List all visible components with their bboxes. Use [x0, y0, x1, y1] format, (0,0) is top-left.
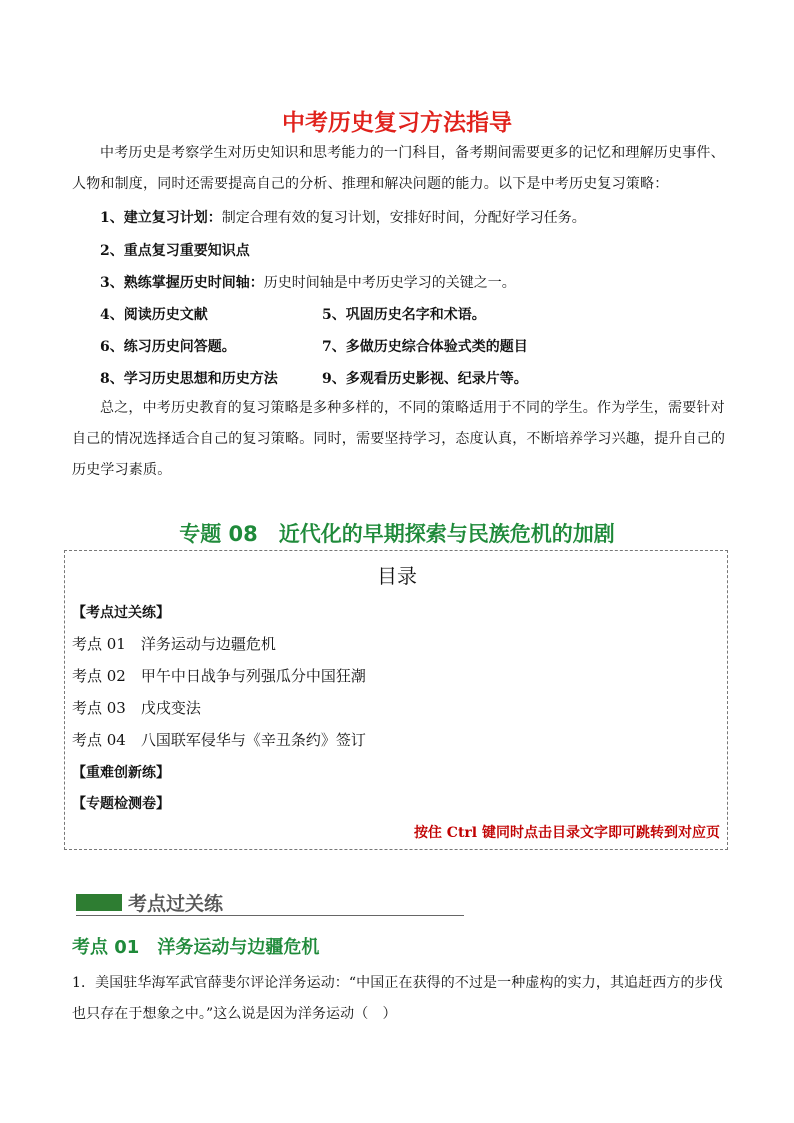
toc-section-innovation[interactable]: 【重难创新练】 — [72, 765, 170, 781]
strategy-6 — [100, 336, 236, 356]
topic-title: 专题 08 近代化的早期探索与民族危机的加剧 — [179, 522, 615, 546]
toc-navigation-note: 按住 Ctrl 键同时点击目录文字即可跳转到对应页 — [413, 825, 720, 841]
toc-heading: 目录 — [377, 564, 417, 588]
strategy-7 — [322, 336, 528, 356]
page-title: 中考历史复习方法指导 — [282, 110, 512, 136]
strategy-1-text: 制定合理有效的复习计划，安排好时间，分配好学习任务。 — [221, 210, 586, 226]
strategy-3-text: 历史时间轴是中考历史学习的关键之一。 — [263, 275, 516, 291]
toc-item-04[interactable]: 考点 04 八国联军侵华与《辛丑条约》签订 — [72, 731, 366, 749]
kp-01-title: 考点 01 洋务运动与边疆危机 — [72, 937, 320, 958]
strategy-5 — [322, 304, 486, 324]
toc-item-03[interactable]: 考点 03 戊戌变法 — [72, 699, 201, 717]
toc-section-practice[interactable]: 【考点过关练】 — [72, 605, 170, 621]
summary-paragraph: 总之，中考历史教育的复习策略是多种多样的，不同的策略适用于不同的学生。作为学生，需要针对自己的情况选择适合自己的复习策略。同时，需要坚持学习，态度认真，不断培养学习兴趣，提升自己的历史学习素质。 — [72, 400, 726, 478]
strategy-2-heading: 2、重点复习重要知识点 — [100, 243, 250, 259]
toc-item-02[interactable]: 考点 02 甲午中日战争与列强瓜分中国狂潮 — [72, 667, 366, 685]
intro-paragraph: 中考历史是考察学生对历史知识和思考能力的一门科目，备考期间需要更多的记忆和理解历史事件、人物和制度，同时还需要提高自己的分析、推理和解决问题的能力。以下是中考历史复习策略： — [72, 145, 725, 192]
banner-divider — [76, 915, 464, 916]
strategy-9 — [322, 368, 528, 388]
strategy-6-heading: 6、练习历史问答题。 — [100, 339, 236, 355]
strategy-8-heading: 8、学习历史思想和历史方法 — [100, 371, 278, 387]
section-banner: 考点过关练 — [128, 893, 224, 915]
strategy-2 — [100, 240, 250, 260]
strategy-9-heading: 9、多观看历史影视、纪录片等。 — [322, 371, 528, 387]
strategy-8 — [100, 368, 278, 388]
strategy-5-heading: 5、巩固历史名字和术语。 — [322, 307, 486, 323]
question-1: 1．美国驻华海军武官薛斐尔评论洋务运动：“中国正在获得的不过是一种虚构的实力，其追赶西方的步伐也只存在于想象之中。”这么说是因为洋务运动（ ） — [72, 975, 723, 1022]
strategy-3-heading: 3、熟练掌握历史时间轴： — [100, 275, 264, 291]
strategy-7-heading: 7、多做历史综合体验式类的题目 — [322, 339, 528, 355]
strategy-4-heading: 4、阅读历史文献 — [100, 307, 208, 323]
toc-section-test[interactable]: 【专题检测卷】 — [72, 796, 170, 812]
strategy-1 — [100, 207, 586, 227]
strategy-1-heading: 1、建立复习计划： — [100, 210, 222, 226]
strategy-3 — [100, 272, 516, 292]
strategy-4 — [100, 304, 208, 324]
toc-item-01[interactable]: 考点 01 洋务运动与边疆危机 — [72, 635, 276, 653]
banner-bar-icon — [76, 894, 122, 911]
